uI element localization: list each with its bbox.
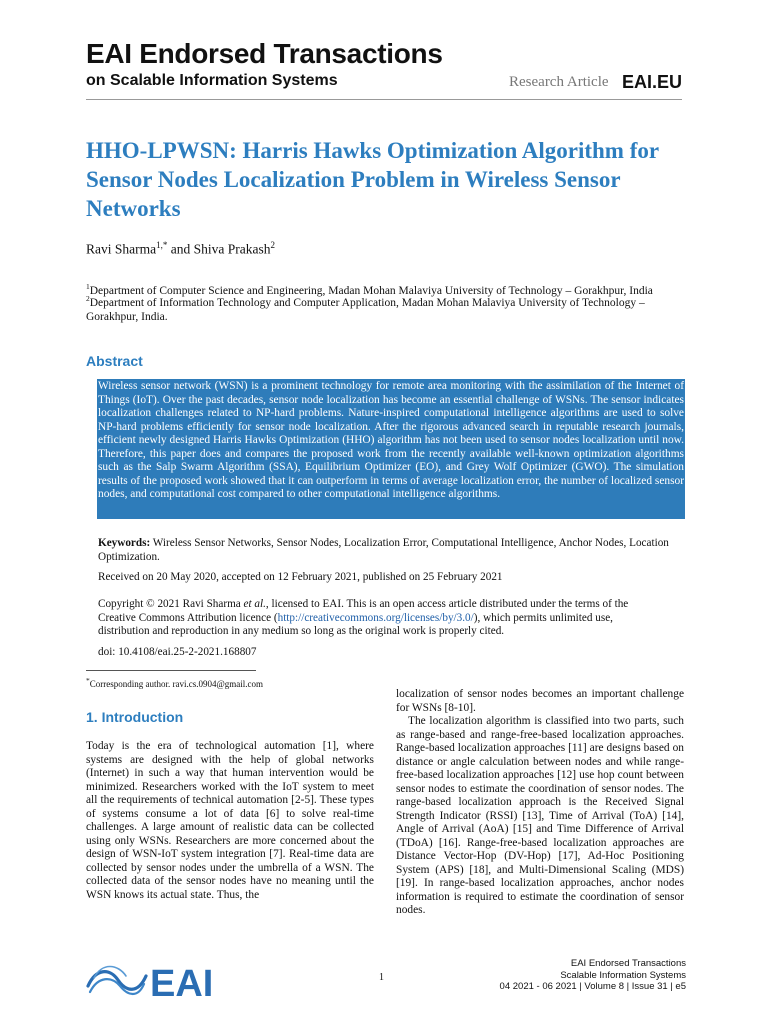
copyright-etal: et al. (243, 598, 266, 610)
keywords-text: Wireless Sensor Networks, Sensor Nodes, Localization Error, Computational Intelligence, Anchor Nodes, Location Optimization. (98, 537, 669, 563)
eai-logo-icon (84, 956, 234, 1002)
footnote-text: Corresponding author. ravi.cs.0904@gmail.com (89, 679, 264, 689)
header-divider (86, 99, 682, 100)
paragraph: The localization algorithm is classified into two parts, such as range-based and range-free-based localization approaches. Range-based localization approaches [11] are designs based on distance or angle calculation between nodes and while range-free-based localization approaches [12] use hop count between sensor nodes to estimate the coordination of sensor nodes. The range-based localization approach is the Received Signal Strength Indicator (RSSI) [13], Time of Arrival (ToA) [14], Angle of Arrival (AoA) [15] and Time Difference of Arrival (TDoA) [16]. Range-free-based localization approaches are Distance Vector-Hop (DV-Hop) [17], Ad-Hoc Positioning System (APS) [18], and Multi-Dimensional Scaling (MDS) [19]. In range-based localization approaches, anchor nodes information is required to estimate the coordination of sensor nodes. (396, 715, 684, 916)
affiliation-text: Department of Computer Science and Engineering, Madan Mohan Malaviya University of Technology – Gorakhpur, India (89, 284, 653, 297)
footer-line: 04 2021 - 06 2021 | Volume 8 | Issue 31 | e5 (499, 981, 686, 992)
logo-text: EAI (150, 963, 214, 1002)
keywords-label: Keywords: (98, 537, 151, 549)
paragraph: localization of sensor nodes becomes an important challenge for WSNs [8-10]. (396, 688, 684, 714)
footer-line: Scalable Information Systems (560, 969, 686, 981)
author-conjunction: and (167, 241, 194, 257)
doi: doi: 10.4108/eai.25-2-2021.168807 (98, 646, 257, 658)
footer-journal-info (486, 958, 686, 993)
affiliation (86, 292, 686, 324)
corresponding-author-footnote (86, 676, 263, 689)
license-link[interactable]: http://creativecommons.org/licenses/by/3.0/ (277, 611, 474, 624)
author-name: Ravi Sharma (86, 241, 157, 257)
author-affiliation-marker: 2 (270, 240, 275, 250)
page-number: 1 (379, 972, 384, 983)
eai-logo (84, 956, 234, 1007)
author-affiliation-marker: 1,* (156, 240, 168, 250)
copyright-text: , licensed to EAI. This is an open access article distributed under the terms of the Creative Commons Attribution licence ( (98, 598, 629, 624)
copyright-notice (98, 598, 658, 639)
paper-title: HHO-LPWSN: Harris Hawks Optimization Algorithm for Sensor Nodes Localization Problem in Wireless Sensor Networks (86, 138, 659, 221)
affiliation-marker: 2 (86, 294, 90, 303)
brand-label: EAI.EU (622, 72, 683, 92)
publication-dates: Received on 20 May 2020, accepted on 12 February 2021, published on 25 February 2021 (98, 571, 503, 583)
copyright-text: ), which permits unlimited use, distribution and reproduction in any medium so long as the original work is properly cited. (98, 611, 613, 637)
paragraph: Today is the era of technological automation [1], where systems are designed with the help of global networks (Internet) in such a way that human intervention would be minimized. Researchers worked with the IoT system to meet all the requirements of technical automation [2-5]. These types of systems consume a lot of data [6] to solve real-time challenges. A large amount of realistic data can be collected using only WSNs. Researchers are more concerned about the design of WSN-IoT system integration [7]. Real-time data are collected by sensor nodes under the umbrella of a WSN. The collected data of the sensor nodes have no meaning until the WSN knows its actual state. Thus, the (86, 740, 374, 901)
footnote-marker: * (86, 676, 90, 685)
article-type: Research Article (509, 74, 609, 90)
keywords (98, 537, 684, 564)
authors (86, 240, 275, 258)
journal-subtitle: on Scalable Information Systems (86, 72, 338, 89)
author-name: Shiva Prakash (193, 241, 271, 257)
affiliation-marker: 1 (86, 282, 90, 291)
abstract-heading: Abstract (86, 353, 143, 369)
left-column (86, 740, 374, 902)
copyright-text: Copyright © 2021 Ravi Sharma (98, 598, 244, 610)
footnote-divider (86, 670, 256, 671)
right-column (396, 688, 684, 918)
affiliation-text: Department of Information Technology and Computer Application, Madan Mohan Malaviya University of Technology – Gorakhpur, India. (86, 296, 645, 323)
footer-line: EAI Endorsed Transactions (570, 958, 686, 969)
journal-title: EAI Endorsed Transactions (86, 38, 443, 69)
section-heading-introduction: 1. Introduction (86, 709, 184, 725)
abstract-text: Wireless sensor network (WSN) is a prominent technology for remote area monitoring with the assimilation of the Internet of Things (IoT). Over the past decades, sensor node localization has become an essential challenge of WSNs. The sensor indicates localization challenges related to NP-hard problems. Nature-inspired computational intelligence algorithms are used to solve NP-hard problems efficiently for sensor node localization. After the rigorous advanced search in reputable research journals, efficient newly designed Harris Hawks Optimization (HHO) algorithm has not been used to sensor nodes localization until now. Therefore, this paper does and compares the proposed work from the recently available well-known optimization algorithms such as the Salp Swarm Algorithm (SSA), Equilibrium Optimizer (EO), and Grey Wolf Optimizer (GWO). The simulation results of the proposed work showed that it can outperform in terms of average localization error, the number of localized sensor nodes, and computational cost compared to other computational intelligence algorithms. (98, 380, 684, 500)
